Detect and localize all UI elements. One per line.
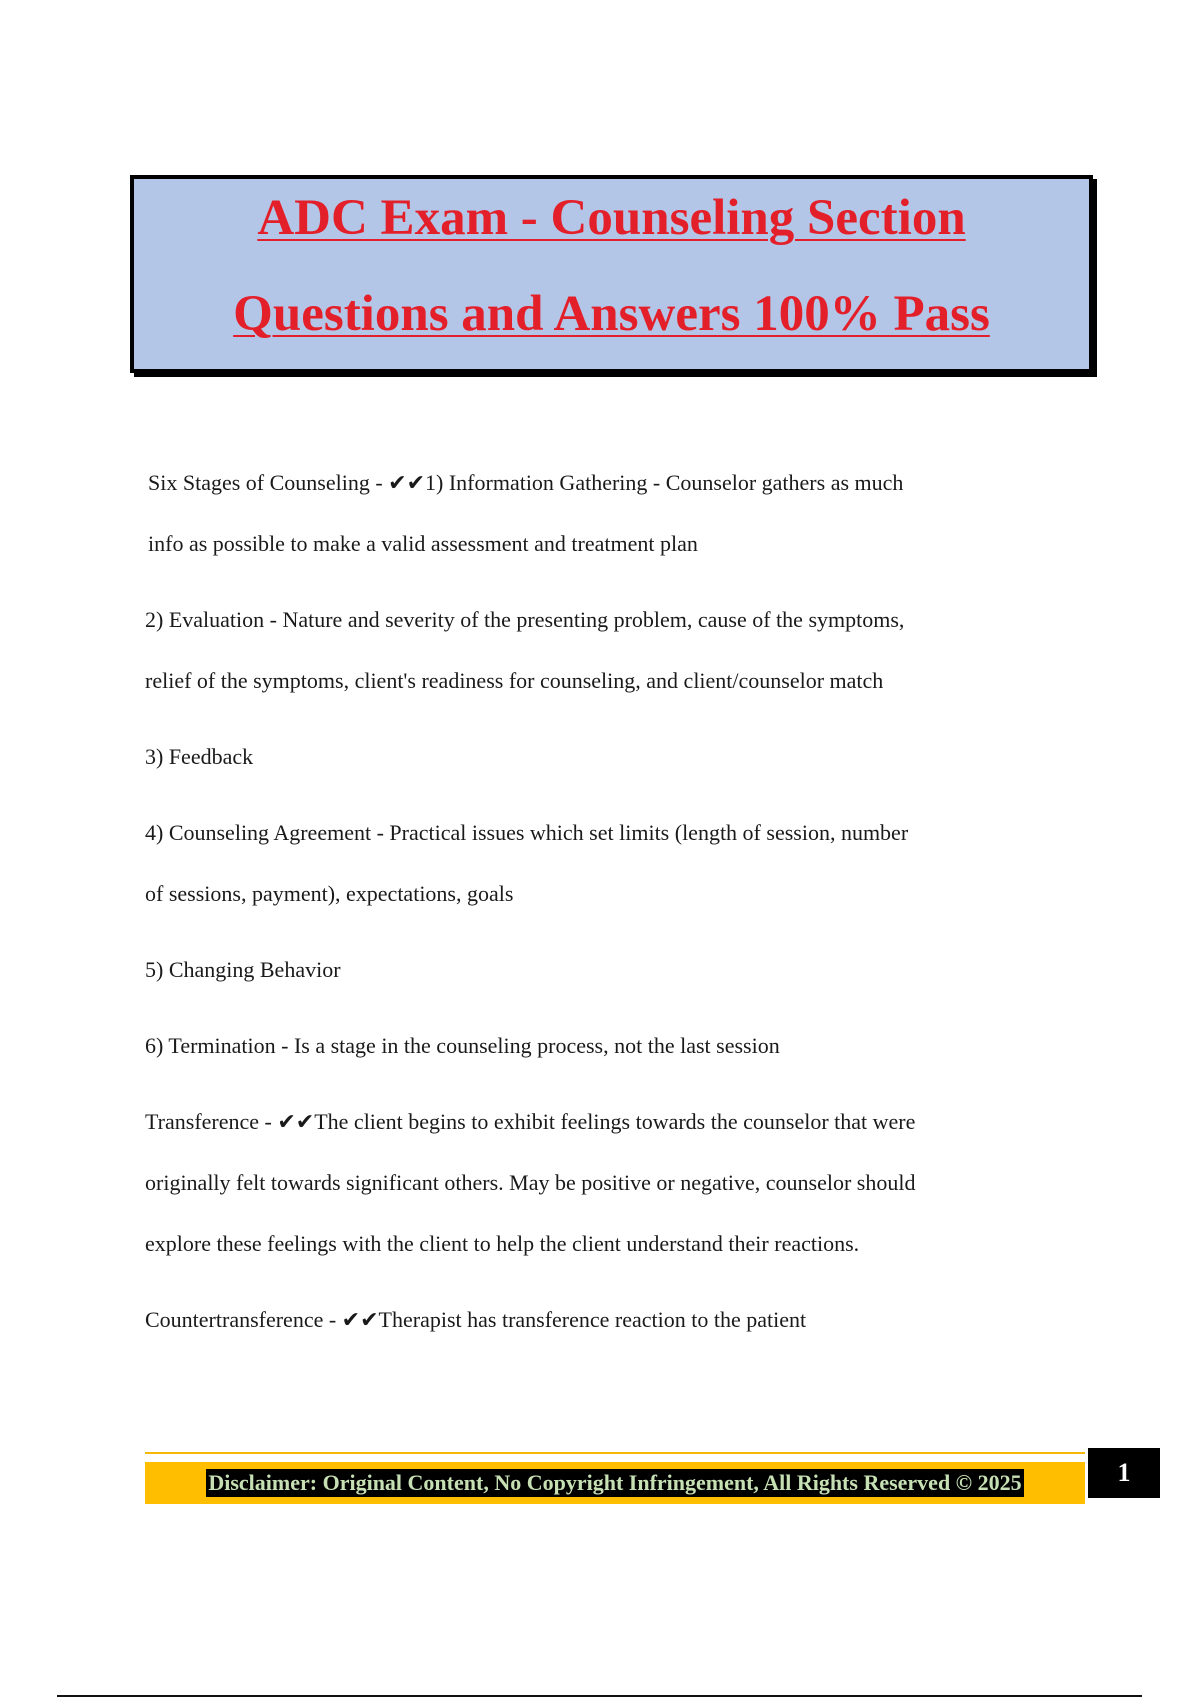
paragraph-line: info as possible to make a valid assessment and treatment plan	[148, 531, 698, 556]
page-bottom-divider	[57, 1695, 1142, 1697]
paragraph-countertransference	[145, 1289, 1095, 1350]
paragraph-changing-behavior	[145, 939, 1095, 1000]
paragraph-line: of sessions, payment), expectations, goals	[145, 881, 514, 906]
paragraph-termination	[145, 1015, 1095, 1076]
paragraph-line: 3) Feedback	[145, 744, 254, 769]
footer-bar	[145, 1462, 1085, 1504]
paragraph-line: 5) Changing Behavior	[145, 957, 341, 982]
document-title-box	[130, 175, 1093, 373]
paragraph-line: Countertransference - ✔✔Therapist has transference reaction to the patient	[145, 1307, 807, 1332]
paragraph-line: Six Stages of Counseling - ✔✔1) Information Gathering - Counselor gathers as much	[148, 470, 904, 495]
paragraph-evaluation	[145, 589, 1095, 711]
paragraph-line: Transference - ✔✔The client begins to exhibit feelings towards the counselor that were	[145, 1109, 916, 1134]
paragraph-line: relief of the symptoms, client's readiness for counseling, and client/counselor match	[145, 668, 884, 693]
paragraph-counseling-agreement	[145, 802, 1095, 924]
paragraph-transference	[145, 1091, 1095, 1274]
title-line-2: Questions and Answers 100% Pass	[233, 286, 990, 342]
paragraph-feedback	[145, 726, 1095, 787]
paragraph-line: 6) Termination - Is a stage in the counseling process, not the last session	[145, 1033, 780, 1058]
paragraph-line: 2) Evaluation - Nature and severity of the presenting problem, cause of the symptoms,	[145, 607, 905, 632]
footer-divider	[145, 1452, 1085, 1454]
paragraph-line: 4) Counseling Agreement - Practical issues which set limits (length of session, number	[145, 820, 909, 845]
paragraph-line: originally felt towards significant others. May be positive or negative, counselor should	[145, 1170, 916, 1195]
page-number: 1	[1088, 1448, 1160, 1498]
footer-disclaimer: Disclaimer: Original Content, No Copyright Infringement, All Rights Reserved © 2025	[206, 1469, 1023, 1497]
title-line-1: ADC Exam - Counseling Section	[257, 190, 966, 246]
document-body	[145, 452, 1095, 1365]
paragraph-line: explore these feelings with the client to help the client understand their reactions.	[145, 1231, 860, 1256]
paragraph-six-stages	[145, 452, 1095, 574]
